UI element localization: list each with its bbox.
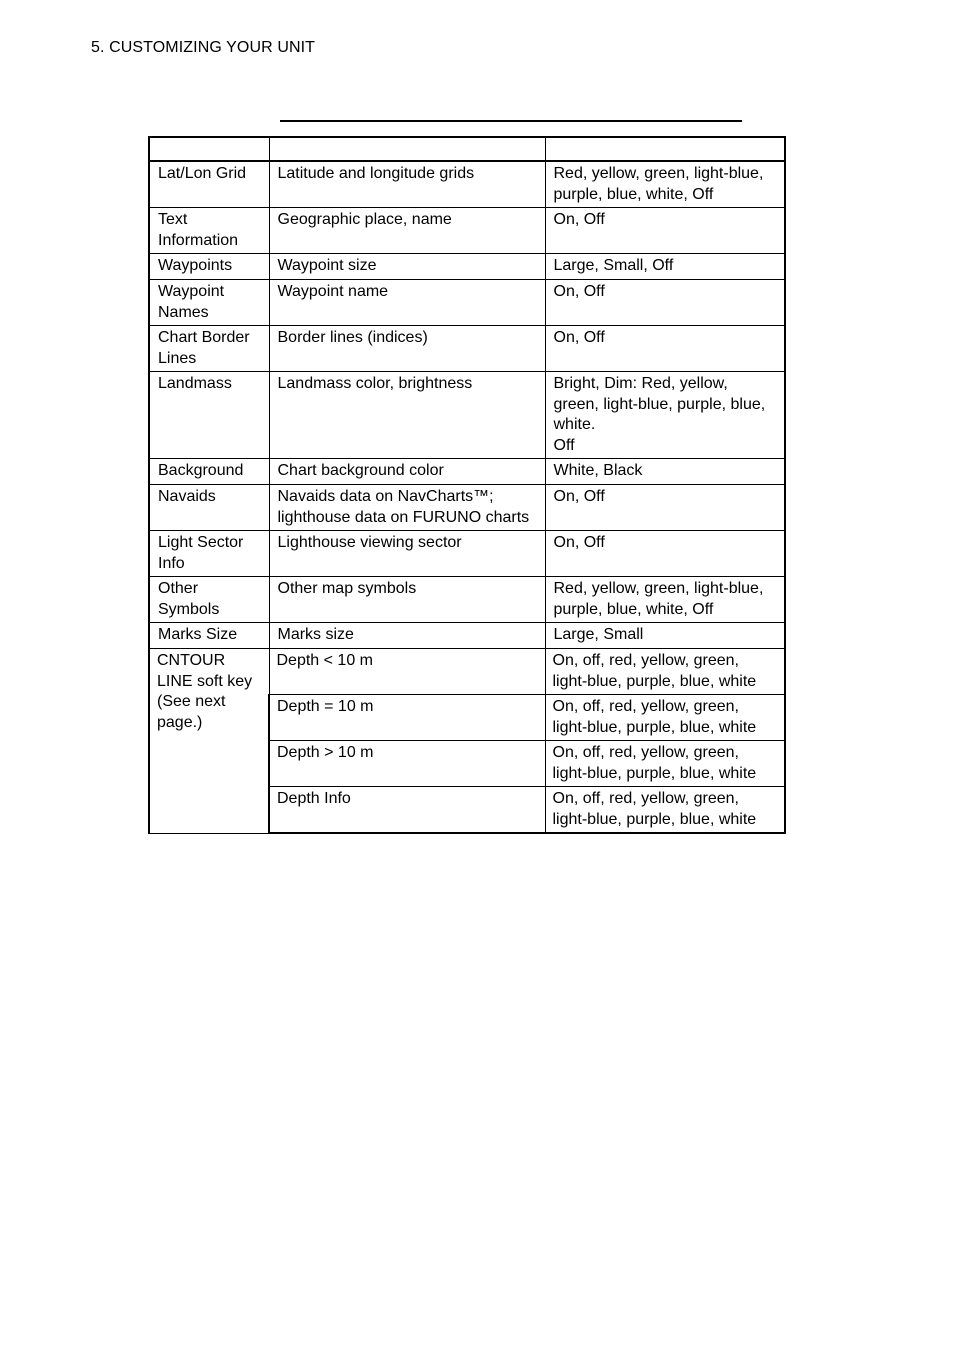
header-cell-options: [545, 137, 785, 161]
options-cell: On, off, red, yellow, green, light-blue, purple, blue, white: [545, 649, 785, 695]
description-cell: Other map symbols: [269, 577, 545, 623]
table-header-row: [149, 137, 785, 161]
description-cell: Lighthouse viewing sector: [269, 531, 545, 577]
options-cell: Large, Small: [545, 623, 785, 649]
options-cell: On, off, red, yellow, green, light-blue, purple, blue, white: [545, 695, 785, 741]
description-cell: Navaids data on NavCharts™; lighthouse data on FURUNO charts: [269, 485, 545, 531]
options-cell: On, Off: [545, 485, 785, 531]
item-cell: Chart Border Lines: [149, 326, 269, 372]
header-cell-description: [269, 137, 545, 161]
description-cell: Marks size: [269, 623, 545, 649]
table-row: [149, 254, 785, 280]
table-row: [149, 208, 785, 254]
contour-group-item-cell: CNTOUR LINE soft key (See next page.): [149, 649, 269, 834]
options-cell: On, Off: [545, 280, 785, 326]
item-cell: Navaids: [149, 485, 269, 531]
description-cell: Waypoint size: [269, 254, 545, 280]
table-row: [149, 649, 785, 695]
table-row: [149, 326, 785, 372]
options-cell: On, Off: [545, 208, 785, 254]
running-header: 5. CUSTOMIZING YOUR UNIT: [91, 39, 316, 56]
table-row: [149, 485, 785, 531]
description-cell: Depth Info: [269, 787, 545, 834]
description-cell: Depth = 10 m: [269, 695, 545, 741]
options-text: Bright, Dim: Red, yellow, green, light-blue, purple, blue, white.: [553, 375, 766, 433]
options-cell: On, Off: [545, 326, 785, 372]
description-cell: Chart background color: [269, 459, 545, 485]
table-row: [149, 577, 785, 623]
options-cell: White, Black: [545, 459, 785, 485]
options-cell: Large, Small, Off: [545, 254, 785, 280]
options-cell: On, Off: [545, 531, 785, 577]
table-row: [149, 161, 785, 208]
table-row: [149, 280, 785, 326]
header-cell-item: [149, 137, 269, 161]
table-row: [149, 372, 785, 459]
table-row: [149, 623, 785, 649]
options-cell: On, off, red, yellow, green, light-blue, purple, blue, white: [545, 741, 785, 787]
item-cell: Light Sector Info: [149, 531, 269, 577]
description-cell: Geographic place, name: [269, 208, 545, 254]
options-cell: [545, 372, 785, 459]
options-text-extra: Off: [553, 436, 575, 454]
description-cell: Waypoint name: [269, 280, 545, 326]
table-row: [149, 531, 785, 577]
description-cell: Latitude and longitude grids: [269, 161, 545, 208]
item-cell: Text Information: [149, 208, 269, 254]
description-cell: Landmass color, brightness: [269, 372, 545, 459]
item-cell: Marks Size: [149, 623, 269, 649]
item-cell: Other Symbols: [149, 577, 269, 623]
options-cell: Red, yellow, green, light-blue, purple, blue, white, Off: [545, 161, 785, 208]
item-cell: Waypoints: [149, 254, 269, 280]
options-cell: On, off, red, yellow, green, light-blue, purple, blue, white: [545, 787, 785, 834]
item-cell: Landmass: [149, 372, 269, 459]
table-row: [149, 459, 785, 485]
chart-display-settings-table: [148, 136, 786, 834]
item-cell: Background: [149, 459, 269, 485]
description-cell: Depth < 10 m: [269, 649, 545, 695]
options-cell: Red, yellow, green, light-blue, purple, blue, white, Off: [545, 577, 785, 623]
item-cell: Waypoint Names: [149, 280, 269, 326]
table-title-rule: [280, 120, 742, 122]
item-cell: Lat/Lon Grid: [149, 161, 269, 208]
description-cell: Border lines (indices): [269, 326, 545, 372]
description-cell: Depth > 10 m: [269, 741, 545, 787]
